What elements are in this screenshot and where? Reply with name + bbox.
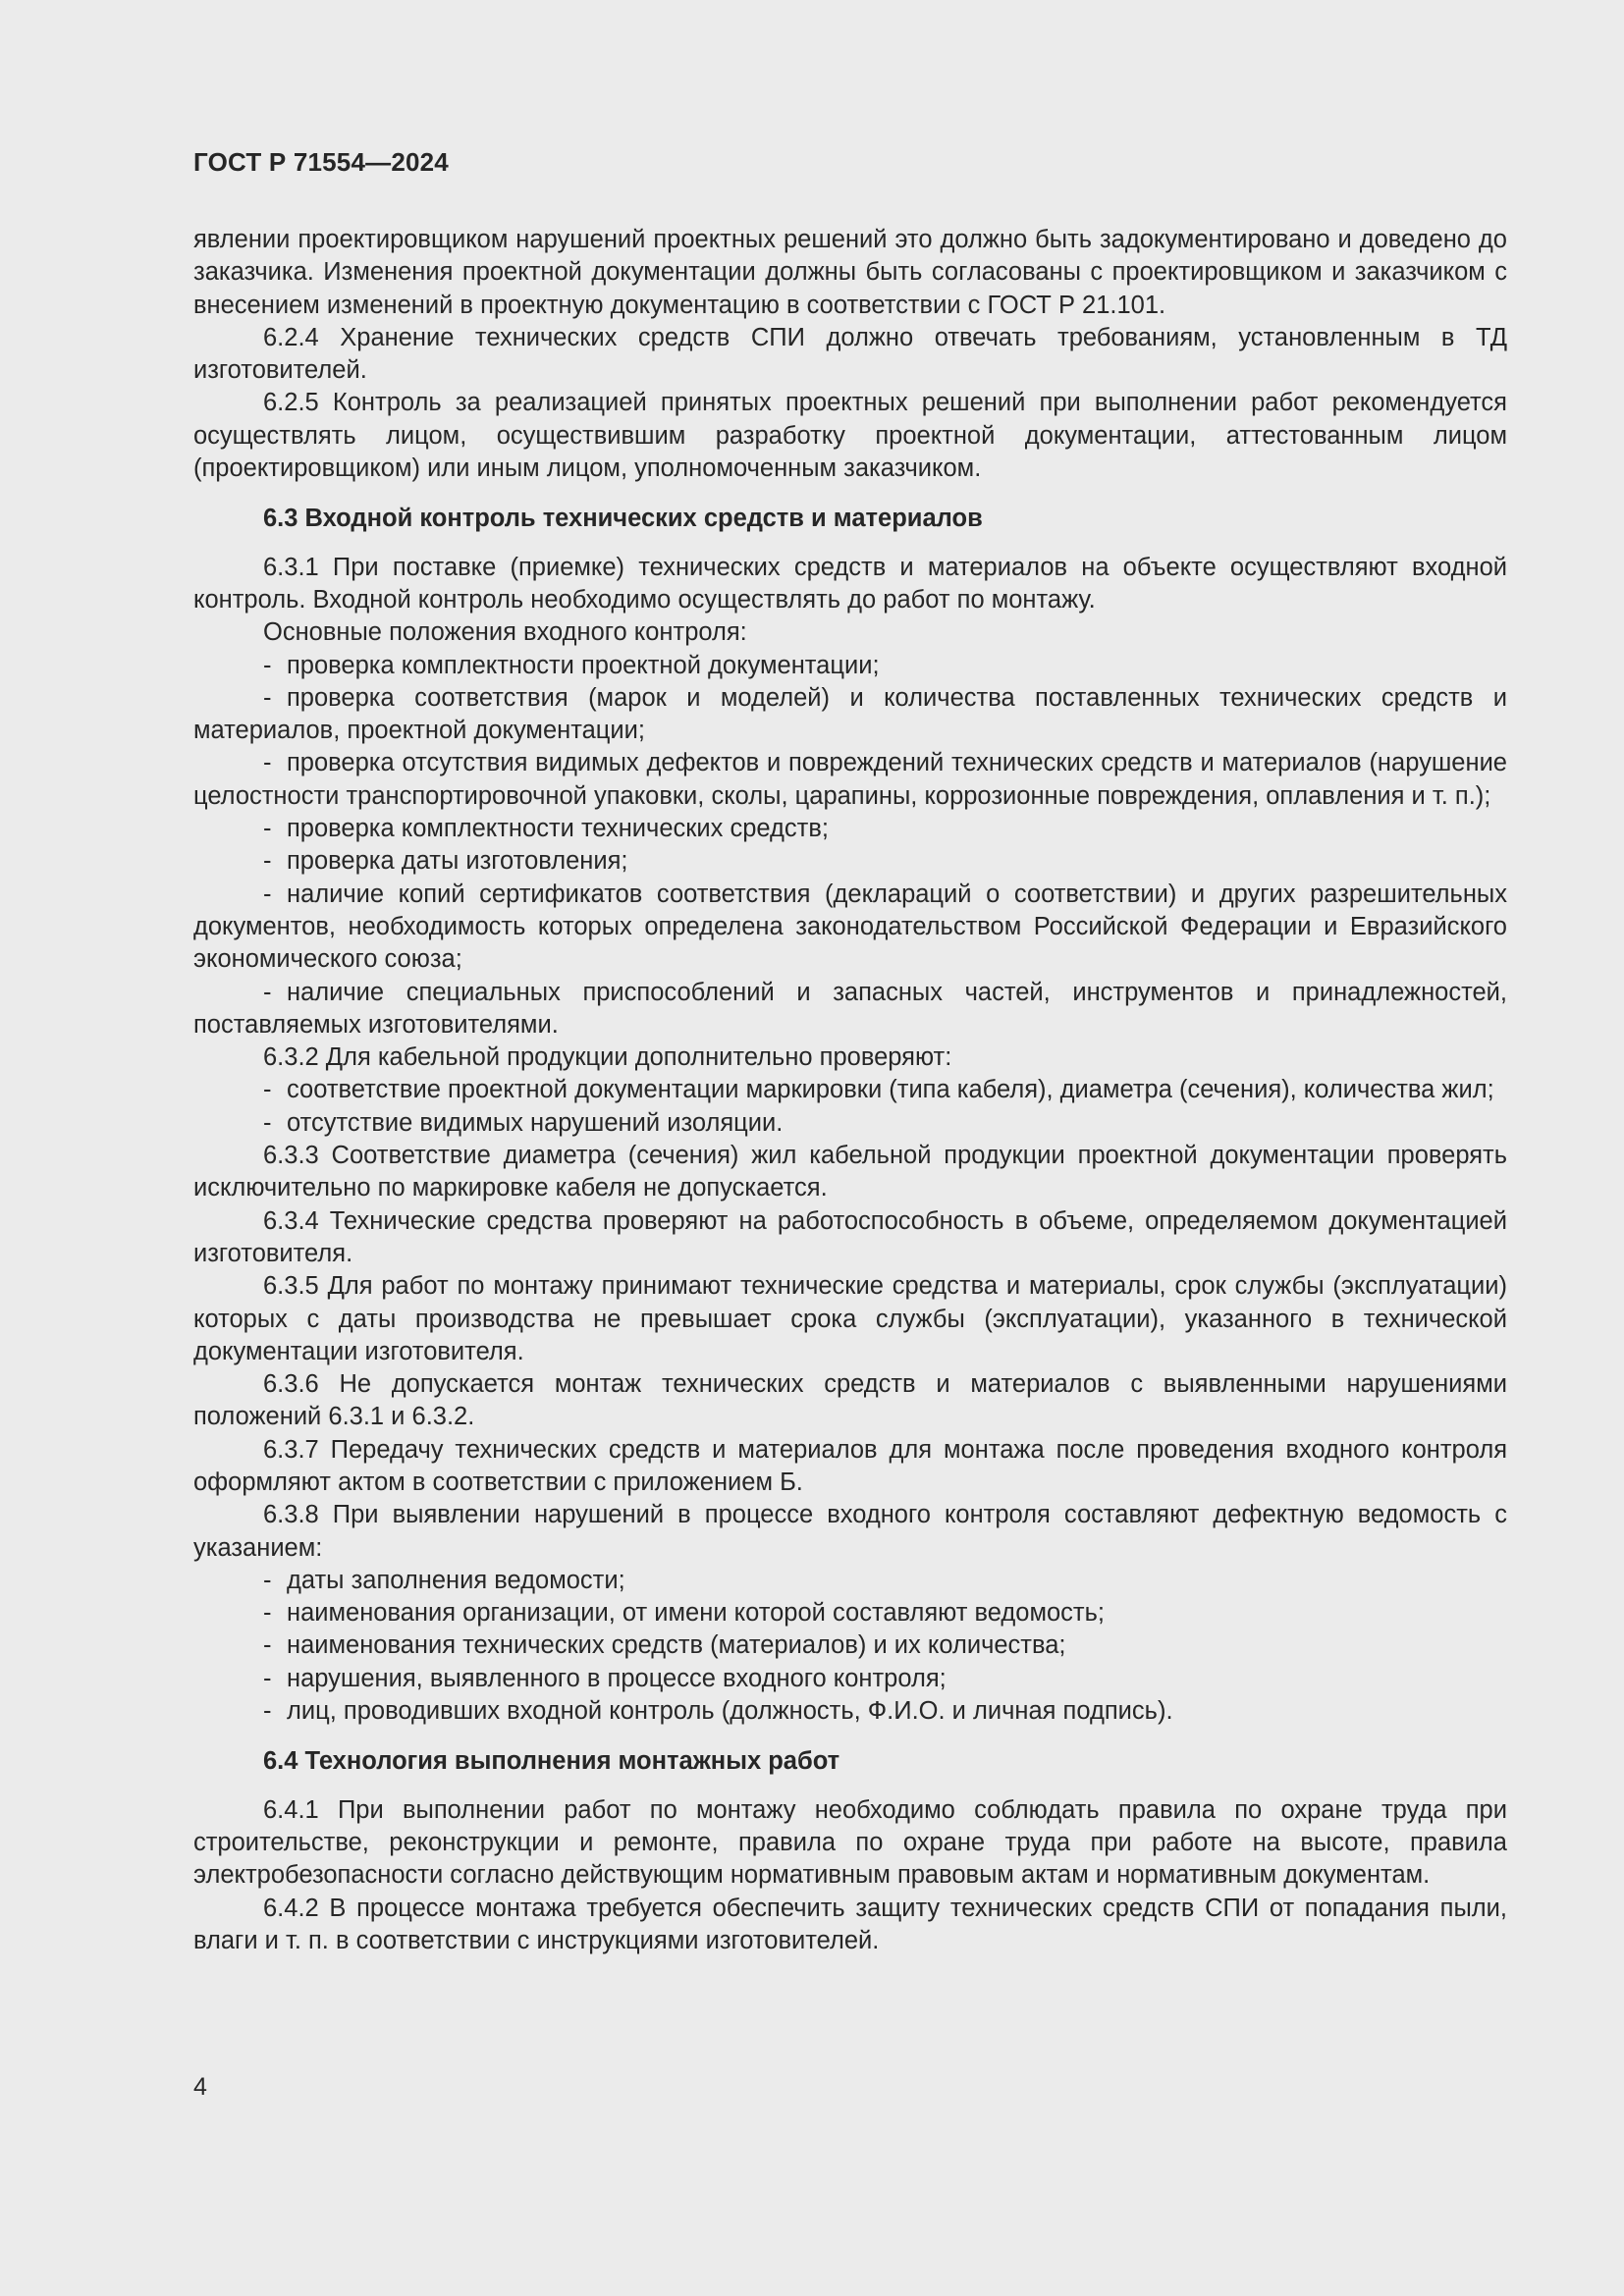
list-item <box>193 977 1507 1042</box>
list-marker: - <box>263 847 272 876</box>
list-item <box>193 1663 1507 1695</box>
list-item <box>193 1695 1507 1728</box>
list-marker: - <box>263 749 272 777</box>
list-item-text: лиц, проводивших входной контроль (должность, Ф.И.О. и личная подпись). <box>287 1697 1173 1726</box>
list-item-text: нарушения, выявленного в процессе входного контроля; <box>287 1664 947 1692</box>
list-item <box>193 650 1507 682</box>
list-item <box>193 813 1507 845</box>
list-marker: - <box>263 978 272 1006</box>
list-marker: - <box>263 880 272 908</box>
list-item-text: проверка отсутствия видимых дефектов и повреждений технических средств и материалов (нарушение целостности транспортировочной упаковки, сколы, царапины, коррозионные повреждения, оплавления и т. п.); <box>193 749 1507 810</box>
list-marker: - <box>263 815 272 843</box>
list-marker: - <box>263 1697 272 1726</box>
paragraph-6-3-5: 6.3.5 Для работ по монтажу принимают технические средства и материалы, срок службы (эксплуатации) которых с даты производства не превышает срока службы (эксплуатации), указанного в технической документации изготовителя. <box>193 1272 1507 1365</box>
document-body <box>193 224 1507 1957</box>
list-marker: - <box>263 1108 272 1137</box>
list-item-text: даты заполнения ведомости; <box>287 1566 625 1594</box>
list-item-text: проверка даты изготовления; <box>287 847 628 876</box>
paragraph-6-3-4: 6.3.4 Технические средства проверяют на работоспособность в объеме, определяемом документацией изготовителя. <box>193 1206 1507 1267</box>
list-item <box>193 845 1507 878</box>
list-item-text: отсутствие видимых нарушений изоляции. <box>287 1108 784 1137</box>
list-item-text: проверка соответствия (марок и моделей) и количества поставленных технических средств и материалов, проектной документации; <box>193 683 1507 745</box>
paragraph-6-2-5: 6.2.5 Контроль за реализацией принятых проектных решений при выполнении работ рекомендуется осуществлять лицом, осуществившим разработку проектной документации, аттестованным лицом (проектировщиком) или иным лицом, уполномоченным заказчиком. <box>193 389 1507 483</box>
list-item <box>193 1597 1507 1629</box>
section-heading-6-3: 6.3 Входной контроль технических средств и материалов <box>263 505 983 533</box>
list-marker: - <box>263 1599 272 1628</box>
list-marker: - <box>263 1566 272 1594</box>
section-heading-6-4: 6.4 Технология выполнения монтажных работ <box>263 1747 840 1776</box>
paragraph-6-3-3: 6.3.3 Соответствие диаметра (сечения) жил кабельной продукции проектной документации проверять исключительно по маркировке кабеля не допускается. <box>193 1142 1507 1202</box>
list-item-text: соответствие проектной документации маркировки (типа кабеля), диаметра (сечения), количества жил; <box>287 1076 1494 1104</box>
page-number: 4 <box>193 2073 207 2101</box>
paragraph-6-4-2: 6.4.2 В процессе монтажа требуется обеспечить защиту технических средств СПИ от попадания пыли, влаги и т. п. в соответствии с инструкциями изготовителей. <box>193 1894 1507 1954</box>
list-item <box>193 1074 1507 1106</box>
list-item <box>193 682 1507 748</box>
list-marker: - <box>263 1664 272 1692</box>
paragraph-6-2-4: 6.2.4 Хранение технических средств СПИ должно отвечать требованиям, установленным в ТД изготовителей. <box>193 323 1507 385</box>
document-id-header: ГОСТ Р 71554—2024 <box>193 147 449 177</box>
list-marker: - <box>263 1631 272 1660</box>
paragraph-6-3-1-lead: Основные положения входного контроля: <box>263 618 747 647</box>
list-marker: - <box>263 651 272 679</box>
list-marker: - <box>263 1076 272 1104</box>
list-item-text: проверка комплектности технических средств; <box>287 815 829 843</box>
paragraph-6-4-1: 6.4.1 При выполнении работ по монтажу необходимо соблюдать правила по охране труда при строительстве, реконструкции и ремонте, правила по охране труда при работе на высоте, правила электробезопасности согласно действующим нормативным правовым актам и нормативным документам. <box>193 1795 1507 1890</box>
list-item <box>193 747 1507 813</box>
paragraph-6-3-7: 6.3.7 Передачу технических средств и материалов для монтажа после проведения входного контроля оформляют актом в соответствии с приложением Б. <box>193 1435 1507 1496</box>
list-item <box>193 1629 1507 1662</box>
paragraph-6-3-1: 6.3.1 При поставке (приемке) технических средств и материалов на объекте осуществляют входной контроль. Входной контроль необходимо осуществлять до работ по монтажу. <box>193 553 1507 614</box>
list-item <box>193 1565 1507 1597</box>
paragraph-6-3-6: 6.3.6 Не допускается монтаж технических средств и материалов с выявленными нарушениями положений 6.3.1 и 6.3.2. <box>193 1370 1507 1431</box>
paragraph-intro: явлении проектировщиком нарушений проектных решений это должно быть задокументировано и доведено до заказчика. Изменения проектной документации должны быть согласованы с проектировщиком и заказчиком с внесением изменений в проектную документацию в соответствии с ГОСТ Р 21.101. <box>193 226 1507 319</box>
list-item <box>193 879 1507 977</box>
list-item-text: наличие копий сертификатов соответствия (деклараций о соответствии) и других разрешительных документов, необходимость которых определена законодательством Российской Федерации и Евразийского экономического союза; <box>193 880 1507 974</box>
list-item-text: наименования организации, от имени которой составляют ведомость; <box>287 1599 1105 1628</box>
list-item <box>193 1107 1507 1140</box>
list-item-text: наличие специальных приспособлений и запасных частей, инструментов и принадлежностей, поставляемых изготовителями. <box>193 978 1507 1039</box>
list-marker: - <box>263 683 272 712</box>
list-item-text: наименования технических средств (материалов) и их количества; <box>287 1631 1066 1660</box>
paragraph-6-3-8: 6.3.8 При выявлении нарушений в процессе входного контроля составляют дефектную ведомость с указанием: <box>193 1501 1507 1562</box>
list-item-text: проверка комплектности проектной документации; <box>287 651 880 679</box>
paragraph-6-3-2: 6.3.2 Для кабельной продукции дополнительно проверяют: <box>263 1043 952 1072</box>
